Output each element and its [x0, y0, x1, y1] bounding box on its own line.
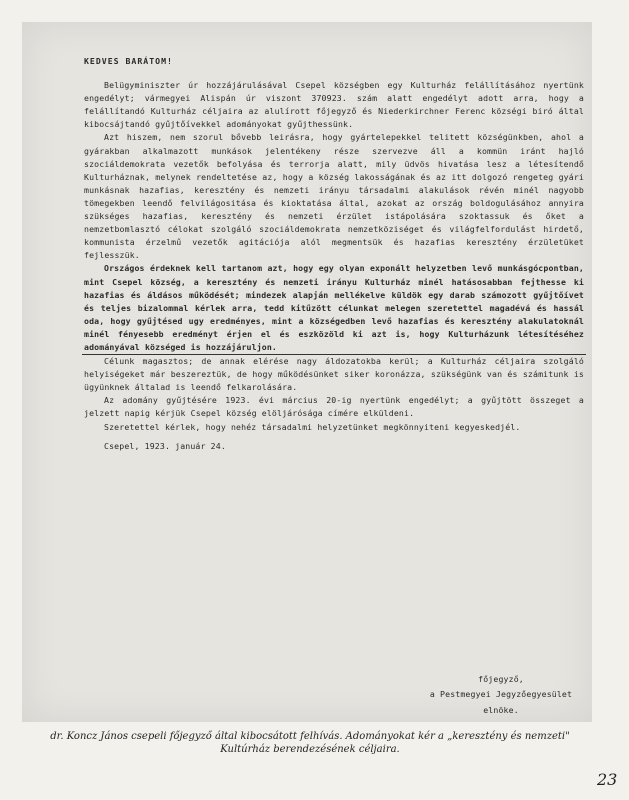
document-photo	[22, 22, 592, 722]
signature-line: a Pestmegyei Jegyzőegyesület	[429, 689, 573, 699]
letter-paragraph: Belügyminiszter úr hozzájárulásával Csepel községben egy Kulturház felállításához nyertünk engedélyt; vármegyei Alispán úr viszont 370923. szám alatt engedélyt adott arra, hogy a felállítandó Kulturház céljaira az alulírott főjegyző és Niederkirchner Ferenc községi biró által kibocsájtandó gyűjtőívekkel adományokat gyűjthessünk.	[84, 80, 584, 130]
figure-caption: dr. Koncz János csepeli főjegyző által kibocsátott felhívás. Adományokat kér a „keresztény és nemzeti" Kultúrház berendezésének céljaira.	[50, 731, 570, 755]
letter-date: Csepel, 1923. január 24.	[104, 440, 226, 451]
letter-paragraph: Szeretettel kérlek, hogy nehéz társadalmi helyzetünket megkönnyiteni kegyeskedjél.	[104, 421, 521, 432]
signature-line: főjegyző,	[478, 674, 524, 684]
typewritten-letter	[84, 55, 584, 461]
letter-paragraph: Az adomány gyűjtésére 1923. évi március 20-ig nyertünk engedélyt; a gyűjtött összeget a jelzett napig kérjük Csepel község elöljárósága címére elküldeni.	[84, 395, 584, 419]
letter-salutation: KEDVES BARÁTOM!	[84, 56, 173, 66]
page-number: 23	[597, 770, 618, 789]
letter-paragraph: Célunk magasztos; de annak elérése nagy áldozatokba kerül; a Kulturház céljaira szolgáló helyiségeket már beszereztük, de hogy működésünket siker koronázza, szükségünk van és számitunk is ügyünknek általad is leendő felkarolására.	[84, 356, 584, 393]
letter-paragraph: Azt hiszem, nem szorul bővebb leirásra, hogy gyártelepekkel telitett községünkben, ahol a gyárakban alkalmazott munkások jelentékeny része szervezve áll a kommün iránt hajló szociáldemokrata vezetők befolyása és terrorja alatt, mily üdvös hivatása lesz a létesítendő Kulturháznak, melynek rendeltetése az, hogy a község lakosságának és az itt dolgozó rengeteg gyári munkásnak hazafias, keresztény és nemzeti irányu társadalmi alakulások révén minél nagyobb tömegekben leendő felvilágositása és kioktatása által, azokat az ország boldogulásához annyira szükséges hazafias, keresztény és nemzeti érzület istápolására szoktassuk és őket a nemzetbomlasztó célokat szolgáló szociáldemokrata nemzetköziséget és világfelfordulást hirdető, kommunista érzelmű vezetők agitációja alól megmentsük és hazafias keresztény érzületüket fejlesszük.	[84, 132, 584, 261]
letter-paragraph: Országos érdeknek kell tartanom azt, hogy egy olyan exponált helyzetben levő munkásgócpontban, mint Csepel község, a keresztény és nemzeti irányu Kulturház minél hatásosabban fejthesse ki hazafias és áldásos működését; mindezek alapján mellékelve küldök egy darab számozott gyűjtőívet és teljes bizalommal kérlek arra, tedd kitűzött célunkat melegen szeretettel magadévá és hassál oda, hogy gyűjtésed ugy eredményes, mint a községedben levő hazafias és keresztény alakulatoknál minél fényesebb eredményt érjen el és eszközöld ki azt is, hogy Kulturházunk létesítéséhez adományával községed is hozzájáruljon.	[84, 263, 584, 352]
signature-line: elnöke.	[483, 705, 519, 715]
